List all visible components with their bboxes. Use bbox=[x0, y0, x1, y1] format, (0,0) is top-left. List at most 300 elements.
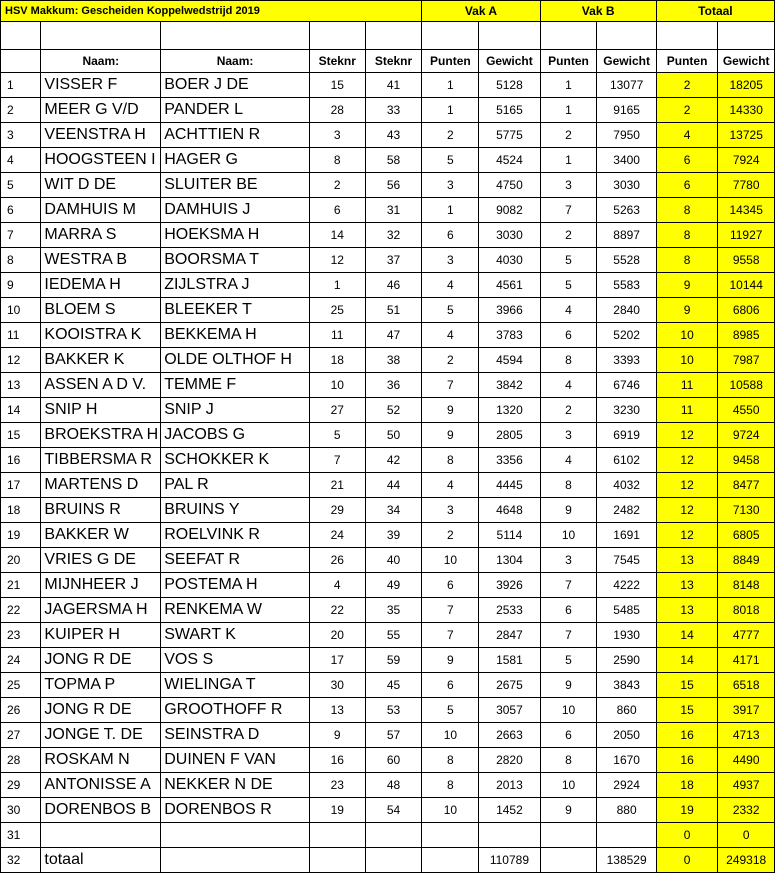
angler-2-name: NEKKER N DE bbox=[161, 773, 310, 798]
vak-b-gewicht: 1691 bbox=[597, 523, 656, 548]
steknr-1: 14 bbox=[309, 223, 365, 248]
vak-b-punten bbox=[540, 848, 597, 873]
row-number: 15 bbox=[1, 423, 41, 448]
steknr-2: 34 bbox=[365, 498, 422, 523]
totaal-gewicht: 0 bbox=[718, 823, 775, 848]
row-number: 24 bbox=[1, 648, 41, 673]
steknr-1: 27 bbox=[309, 398, 365, 423]
angler-2-name: ZIJLSTRA J bbox=[161, 273, 310, 298]
vak-a-punten: 10 bbox=[422, 798, 479, 823]
vak-a-punten: 5 bbox=[422, 698, 479, 723]
angler-2-name: DUINEN F VAN bbox=[161, 748, 310, 773]
angler-2-name: OLDE OLTHOF H bbox=[161, 348, 310, 373]
vak-b-punten: 5 bbox=[540, 648, 597, 673]
row-number: 22 bbox=[1, 598, 41, 623]
totaal-punten: 11 bbox=[656, 398, 718, 423]
totaal-punten: 8 bbox=[656, 198, 718, 223]
vak-a-punten: 5 bbox=[422, 148, 479, 173]
table-row bbox=[1, 548, 775, 573]
steknr-1: 21 bbox=[309, 473, 365, 498]
steknr-1: 1 bbox=[309, 273, 365, 298]
steknr-2: 33 bbox=[365, 98, 422, 123]
angler-2-name: BRUINS Y bbox=[161, 498, 310, 523]
table-row bbox=[1, 598, 775, 623]
row-number: 11 bbox=[1, 323, 41, 348]
steknr-2: 55 bbox=[365, 623, 422, 648]
vak-a-gewicht: 3030 bbox=[479, 223, 540, 248]
totaal-gewicht: 8985 bbox=[718, 323, 775, 348]
header-row-groups bbox=[1, 1, 775, 22]
totaal-punten: 8 bbox=[656, 248, 718, 273]
angler-1-name: BRUINS R bbox=[41, 498, 161, 523]
vak-b-punten: 10 bbox=[540, 773, 597, 798]
steknr-2: 45 bbox=[365, 673, 422, 698]
steknr-1: 16 bbox=[309, 748, 365, 773]
table-row bbox=[1, 573, 775, 598]
angler-2-name: SNIP J bbox=[161, 398, 310, 423]
angler-1-name: BAKKER W bbox=[41, 523, 161, 548]
angler-1-name: ROSKAM N bbox=[41, 748, 161, 773]
vak-b-punten: 7 bbox=[540, 198, 597, 223]
vak-b-gewicht: 7545 bbox=[597, 548, 656, 573]
totaal-gewicht: 4490 bbox=[718, 748, 775, 773]
totaal-gewicht: 249318 bbox=[718, 848, 775, 873]
steknr-2: 52 bbox=[365, 398, 422, 423]
totaal-gewicht: 6806 bbox=[718, 298, 775, 323]
steknr-2: 43 bbox=[365, 123, 422, 148]
vak-a-gewicht: 110789 bbox=[479, 848, 540, 873]
steknr-1: 24 bbox=[309, 523, 365, 548]
angler-2-name: SWART K bbox=[161, 623, 310, 648]
totaal-punten: 13 bbox=[656, 548, 718, 573]
vak-b-gewicht: 13077 bbox=[597, 73, 656, 98]
vak-b-gewicht: 2840 bbox=[597, 298, 656, 323]
vak-b-gewicht: 5202 bbox=[597, 323, 656, 348]
vak-a-gewicht: 2013 bbox=[479, 773, 540, 798]
steknr-2: 42 bbox=[365, 448, 422, 473]
totaal-gewicht: 9558 bbox=[718, 248, 775, 273]
vak-a-gewicht: 3057 bbox=[479, 698, 540, 723]
table-row bbox=[1, 73, 775, 98]
vak-a-punten: 8 bbox=[422, 773, 479, 798]
angler-2-name: DORENBOS R bbox=[161, 798, 310, 823]
table-row bbox=[1, 498, 775, 523]
steknr-2: 48 bbox=[365, 773, 422, 798]
totaal-punten: 14 bbox=[656, 623, 718, 648]
totaal-gewicht: 11927 bbox=[718, 223, 775, 248]
vak-a-punten: 9 bbox=[422, 398, 479, 423]
table-row bbox=[1, 423, 775, 448]
vak-a-punten: 10 bbox=[422, 548, 479, 573]
steknr-1: 29 bbox=[309, 498, 365, 523]
vak-a-gewicht: 4445 bbox=[479, 473, 540, 498]
angler-1-name: BROEKSTRA H bbox=[41, 423, 161, 448]
steknr-1: 5 bbox=[309, 423, 365, 448]
vak-a-punten: 3 bbox=[422, 173, 479, 198]
cell bbox=[1, 22, 41, 50]
steknr-1: 10 bbox=[309, 373, 365, 398]
angler-1-name bbox=[41, 823, 161, 848]
totaal-gewicht: 6805 bbox=[718, 523, 775, 548]
vak-b-gewicht: 5528 bbox=[597, 248, 656, 273]
angler-2-name: BOORSMA T bbox=[161, 248, 310, 273]
vak-b-gewicht: 3393 bbox=[597, 348, 656, 373]
table-row bbox=[1, 248, 775, 273]
vak-b-punten: 3 bbox=[540, 548, 597, 573]
cell bbox=[422, 22, 479, 50]
totaal-punten: 10 bbox=[656, 348, 718, 373]
vak-a-gewicht: 2805 bbox=[479, 423, 540, 448]
vak-a-gewicht: 2820 bbox=[479, 748, 540, 773]
angler-2-name: GROOTHOFF R bbox=[161, 698, 310, 723]
angler-2-name: SLUITER BE bbox=[161, 173, 310, 198]
vak-a-punten: 2 bbox=[422, 123, 479, 148]
row-number: 17 bbox=[1, 473, 41, 498]
angler-1-name: KOOISTRA K bbox=[41, 323, 161, 348]
row-number: 29 bbox=[1, 773, 41, 798]
angler-1-name: VISSER F bbox=[41, 73, 161, 98]
vak-b-gewicht: 880 bbox=[597, 798, 656, 823]
steknr-1: 28 bbox=[309, 98, 365, 123]
col-header-naam-2: Naam: bbox=[161, 50, 310, 73]
vak-a-punten: 3 bbox=[422, 248, 479, 273]
vak-b-punten: 8 bbox=[540, 748, 597, 773]
vak-b-gewicht: 4222 bbox=[597, 573, 656, 598]
table-row bbox=[1, 348, 775, 373]
vak-b-punten: 8 bbox=[540, 473, 597, 498]
vak-a-punten: 2 bbox=[422, 523, 479, 548]
angler-1-name: JONG R DE bbox=[41, 648, 161, 673]
totaal-punten: 13 bbox=[656, 598, 718, 623]
totaal-gewicht: 4937 bbox=[718, 773, 775, 798]
angler-2-name: HOEKSMA H bbox=[161, 223, 310, 248]
row-number: 27 bbox=[1, 723, 41, 748]
vak-b-punten: 1 bbox=[540, 98, 597, 123]
steknr-2: 39 bbox=[365, 523, 422, 548]
vak-b-punten: 9 bbox=[540, 673, 597, 698]
vak-b-gewicht: 2482 bbox=[597, 498, 656, 523]
table-row bbox=[1, 523, 775, 548]
row-number: 9 bbox=[1, 273, 41, 298]
row-number: 7 bbox=[1, 223, 41, 248]
totaal-gewicht: 7780 bbox=[718, 173, 775, 198]
angler-1-name: KUIPER H bbox=[41, 623, 161, 648]
angler-1-name: VEENSTRA H bbox=[41, 123, 161, 148]
steknr-2: 46 bbox=[365, 273, 422, 298]
angler-1-name: BLOEM S bbox=[41, 298, 161, 323]
totaal-punten: 19 bbox=[656, 798, 718, 823]
vak-b-punten: 3 bbox=[540, 423, 597, 448]
totaal-punten: 16 bbox=[656, 748, 718, 773]
vak-a-gewicht: 4594 bbox=[479, 348, 540, 373]
angler-1-name: JONGE T. DE bbox=[41, 723, 161, 748]
table-row bbox=[1, 623, 775, 648]
col-header-steknr-1: Steknr bbox=[309, 50, 365, 73]
vak-b-gewicht: 3230 bbox=[597, 398, 656, 423]
table-row bbox=[1, 198, 775, 223]
table-row bbox=[1, 673, 775, 698]
vak-a-gewicht: 1304 bbox=[479, 548, 540, 573]
col-header-gewicht-a: Gewicht bbox=[479, 50, 540, 73]
vak-a-gewicht: 4030 bbox=[479, 248, 540, 273]
totaal-gewicht: 3917 bbox=[718, 698, 775, 723]
steknr-2: 44 bbox=[365, 473, 422, 498]
steknr-1: 3 bbox=[309, 123, 365, 148]
totaal-punten: 6 bbox=[656, 148, 718, 173]
steknr-2: 57 bbox=[365, 723, 422, 748]
angler-2-name: HAGER G bbox=[161, 148, 310, 173]
cell bbox=[309, 22, 365, 50]
totaal-punten: 12 bbox=[656, 423, 718, 448]
steknr-2: 38 bbox=[365, 348, 422, 373]
totaal-gewicht: 9724 bbox=[718, 423, 775, 448]
steknr-1: 15 bbox=[309, 73, 365, 98]
row-number: 16 bbox=[1, 448, 41, 473]
totaal-punten: 16 bbox=[656, 723, 718, 748]
vak-a-gewicht: 4524 bbox=[479, 148, 540, 173]
steknr-2: 59 bbox=[365, 648, 422, 673]
row-number: 23 bbox=[1, 623, 41, 648]
vak-a-gewicht: 1452 bbox=[479, 798, 540, 823]
table-row bbox=[1, 323, 775, 348]
vak-b-punten: 2 bbox=[540, 123, 597, 148]
angler-2-name: VOS S bbox=[161, 648, 310, 673]
vak-a-punten: 7 bbox=[422, 598, 479, 623]
vak-b-gewicht: 1670 bbox=[597, 748, 656, 773]
cell bbox=[41, 22, 161, 50]
totaal-punten: 6 bbox=[656, 173, 718, 198]
totaal-punten: 9 bbox=[656, 273, 718, 298]
vak-a-punten bbox=[422, 823, 479, 848]
vak-b-gewicht: 7950 bbox=[597, 123, 656, 148]
steknr-2: 37 bbox=[365, 248, 422, 273]
steknr-2: 32 bbox=[365, 223, 422, 248]
col-header-punten-a: Punten bbox=[422, 50, 479, 73]
totaal-punten: 13 bbox=[656, 573, 718, 598]
angler-1-name: JONG R DE bbox=[41, 698, 161, 723]
totaal-punten: 2 bbox=[656, 73, 718, 98]
angler-2-name: TEMME F bbox=[161, 373, 310, 398]
vak-a-gewicht: 2675 bbox=[479, 673, 540, 698]
angler-1-name: totaal bbox=[41, 848, 161, 873]
row-number: 28 bbox=[1, 748, 41, 773]
angler-2-name: SCHOKKER K bbox=[161, 448, 310, 473]
table-row bbox=[1, 648, 775, 673]
steknr-1: 26 bbox=[309, 548, 365, 573]
vak-b-punten: 8 bbox=[540, 348, 597, 373]
row-number: 3 bbox=[1, 123, 41, 148]
cell bbox=[540, 22, 597, 50]
totaal-gewicht: 13725 bbox=[718, 123, 775, 148]
table-row bbox=[1, 98, 775, 123]
totaal-punten: 18 bbox=[656, 773, 718, 798]
angler-2-name: PAL R bbox=[161, 473, 310, 498]
steknr-1: 25 bbox=[309, 298, 365, 323]
table-row bbox=[1, 298, 775, 323]
vak-b-punten: 10 bbox=[540, 523, 597, 548]
steknr-1: 2 bbox=[309, 173, 365, 198]
totaal-gewicht: 4777 bbox=[718, 623, 775, 648]
steknr-2: 53 bbox=[365, 698, 422, 723]
vak-b-punten: 2 bbox=[540, 398, 597, 423]
row-number: 10 bbox=[1, 298, 41, 323]
totaal-punten: 0 bbox=[656, 848, 718, 873]
angler-1-name: MARRA S bbox=[41, 223, 161, 248]
angler-2-name: ROELVINK R bbox=[161, 523, 310, 548]
angler-2-name: WIELINGA T bbox=[161, 673, 310, 698]
vak-a-punten: 4 bbox=[422, 473, 479, 498]
steknr-1: 6 bbox=[309, 198, 365, 223]
vak-b-punten: 5 bbox=[540, 248, 597, 273]
cell bbox=[479, 22, 540, 50]
vak-b-gewicht: 3843 bbox=[597, 673, 656, 698]
vak-b-gewicht: 8897 bbox=[597, 223, 656, 248]
vak-a-punten: 7 bbox=[422, 373, 479, 398]
steknr-2: 49 bbox=[365, 573, 422, 598]
table-row bbox=[1, 773, 775, 798]
totaal-gewicht: 14330 bbox=[718, 98, 775, 123]
table-row bbox=[1, 698, 775, 723]
col-header-gewicht-b: Gewicht bbox=[597, 50, 656, 73]
vak-a-gewicht: 9082 bbox=[479, 198, 540, 223]
cell bbox=[161, 22, 310, 50]
vak-a-punten: 6 bbox=[422, 673, 479, 698]
steknr-2: 36 bbox=[365, 373, 422, 398]
angler-1-name: MIJNHEER J bbox=[41, 573, 161, 598]
vak-a-gewicht: 4648 bbox=[479, 498, 540, 523]
table-row bbox=[1, 123, 775, 148]
steknr-1 bbox=[309, 848, 365, 873]
row-number: 6 bbox=[1, 198, 41, 223]
row-number: 14 bbox=[1, 398, 41, 423]
cell bbox=[656, 22, 718, 50]
row-number: 2 bbox=[1, 98, 41, 123]
steknr-2: 56 bbox=[365, 173, 422, 198]
vak-b-punten: 6 bbox=[540, 323, 597, 348]
vak-a-punten: 7 bbox=[422, 623, 479, 648]
cell bbox=[718, 22, 775, 50]
steknr-1: 12 bbox=[309, 248, 365, 273]
totaal-gewicht: 4713 bbox=[718, 723, 775, 748]
totaal-punten: 11 bbox=[656, 373, 718, 398]
vak-a-gewicht bbox=[479, 823, 540, 848]
vak-a-punten: 6 bbox=[422, 573, 479, 598]
totaal-gewicht: 7924 bbox=[718, 148, 775, 173]
vak-b-punten: 7 bbox=[540, 573, 597, 598]
vak-a-gewicht: 4561 bbox=[479, 273, 540, 298]
vak-a-gewicht: 5114 bbox=[479, 523, 540, 548]
angler-1-name: ANTONISSE A bbox=[41, 773, 161, 798]
vak-a-punten: 4 bbox=[422, 323, 479, 348]
vak-a-gewicht: 3926 bbox=[479, 573, 540, 598]
steknr-1: 18 bbox=[309, 348, 365, 373]
column-header-row bbox=[1, 50, 775, 73]
totaal-punten: 12 bbox=[656, 498, 718, 523]
vak-a-gewicht: 2663 bbox=[479, 723, 540, 748]
steknr-2: 54 bbox=[365, 798, 422, 823]
totaal-gewicht: 8018 bbox=[718, 598, 775, 623]
table-row bbox=[1, 748, 775, 773]
steknr-1: 23 bbox=[309, 773, 365, 798]
vak-b-gewicht: 1930 bbox=[597, 623, 656, 648]
total-row bbox=[1, 848, 775, 873]
vak-b-punten: 6 bbox=[540, 723, 597, 748]
vak-b-punten: 1 bbox=[540, 73, 597, 98]
steknr-1 bbox=[309, 823, 365, 848]
col-header-naam-1: Naam: bbox=[41, 50, 161, 73]
totaal-punten: 9 bbox=[656, 298, 718, 323]
vak-a-punten: 9 bbox=[422, 648, 479, 673]
totaal-gewicht: 4550 bbox=[718, 398, 775, 423]
totaal-punten: 12 bbox=[656, 448, 718, 473]
totaal-punten: 12 bbox=[656, 473, 718, 498]
angler-2-name: JACOBS G bbox=[161, 423, 310, 448]
table-row bbox=[1, 373, 775, 398]
angler-1-name: JAGERSMA H bbox=[41, 598, 161, 623]
totaal-punten: 15 bbox=[656, 673, 718, 698]
steknr-1: 7 bbox=[309, 448, 365, 473]
totaal-punten: 10 bbox=[656, 323, 718, 348]
col-header-gewicht-totaal: Gewicht bbox=[718, 50, 775, 73]
angler-2-name: DAMHUIS J bbox=[161, 198, 310, 223]
vak-a-gewicht: 1320 bbox=[479, 398, 540, 423]
totaal-header: Totaal bbox=[656, 1, 774, 22]
row-number: 12 bbox=[1, 348, 41, 373]
steknr-1: 30 bbox=[309, 673, 365, 698]
vak-a-gewicht: 1581 bbox=[479, 648, 540, 673]
vak-a-punten: 1 bbox=[422, 98, 479, 123]
vak-b-punten: 9 bbox=[540, 498, 597, 523]
vak-a-gewicht: 4750 bbox=[479, 173, 540, 198]
row-number: 31 bbox=[1, 823, 41, 848]
angler-2-name: POSTEMA H bbox=[161, 573, 310, 598]
vak-b-gewicht: 4032 bbox=[597, 473, 656, 498]
totaal-gewicht: 2332 bbox=[718, 798, 775, 823]
table-row bbox=[1, 473, 775, 498]
vak-b-gewicht: 5583 bbox=[597, 273, 656, 298]
row-number: 19 bbox=[1, 523, 41, 548]
vak-a-gewicht: 3783 bbox=[479, 323, 540, 348]
vak-a-gewicht: 5775 bbox=[479, 123, 540, 148]
angler-2-name: RENKEMA W bbox=[161, 598, 310, 623]
table-row bbox=[1, 798, 775, 823]
sheet-title: HSV Makkum: Gescheiden Koppelwedstrijd 2019 bbox=[1, 1, 422, 22]
steknr-2: 60 bbox=[365, 748, 422, 773]
angler-1-name: ASSEN A D V. bbox=[41, 373, 161, 398]
vak-b-gewicht: 5485 bbox=[597, 598, 656, 623]
totaal-punten: 0 bbox=[656, 823, 718, 848]
vak-a-punten: 9 bbox=[422, 423, 479, 448]
vak-a-gewicht: 5165 bbox=[479, 98, 540, 123]
vak-b-punten: 5 bbox=[540, 273, 597, 298]
totaal-punten: 12 bbox=[656, 523, 718, 548]
totaal-punten: 15 bbox=[656, 698, 718, 723]
vak-b-gewicht: 860 bbox=[597, 698, 656, 723]
vak-a-punten: 2 bbox=[422, 348, 479, 373]
totaal-punten: 4 bbox=[656, 123, 718, 148]
table-row bbox=[1, 223, 775, 248]
angler-1-name: BAKKER K bbox=[41, 348, 161, 373]
vak-b-punten: 4 bbox=[540, 448, 597, 473]
table-row bbox=[1, 148, 775, 173]
row-number: 1 bbox=[1, 73, 41, 98]
angler-2-name: BLEEKER T bbox=[161, 298, 310, 323]
angler-2-name bbox=[161, 823, 310, 848]
cell bbox=[365, 22, 422, 50]
steknr-1: 8 bbox=[309, 148, 365, 173]
totaal-gewicht: 8477 bbox=[718, 473, 775, 498]
steknr-2: 58 bbox=[365, 148, 422, 173]
